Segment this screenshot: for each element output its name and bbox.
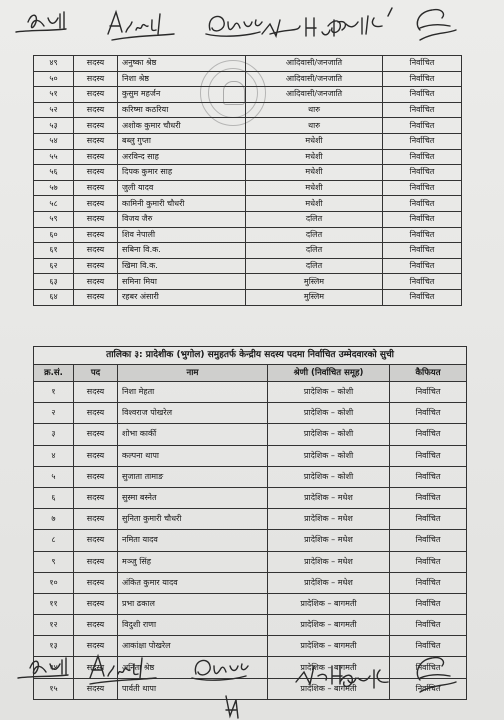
header-name: नाम	[118, 365, 268, 382]
cell-serial: ४	[34, 445, 74, 466]
table-row	[34, 71, 462, 87]
table1-body	[34, 56, 462, 306]
cell-post: सदस्य	[74, 87, 118, 103]
cell-post: सदस्य	[74, 258, 118, 274]
cell-remark: निर्वाचित	[390, 678, 467, 699]
cell-serial: ५२	[34, 102, 74, 118]
cell-category: प्रादेशिक – कोशी	[268, 382, 390, 403]
table-row	[34, 593, 467, 614]
table-row	[34, 211, 462, 227]
cell-remark: निर्वाचित	[383, 196, 462, 212]
cell-category: आदिवासी/जनजाति	[246, 56, 383, 72]
table-row	[34, 274, 462, 290]
cell-serial: ९	[34, 551, 74, 572]
table-row	[34, 551, 467, 572]
cell-remark: निर्वाचित	[383, 71, 462, 87]
cell-name: शोभा कार्की	[118, 424, 268, 445]
cell-category: आदिवासी/जनजाति	[246, 87, 383, 103]
cell-name: कल्पना थापा	[118, 445, 268, 466]
cell-serial: ६४	[34, 289, 74, 305]
table-row	[34, 165, 462, 181]
cell-post: सदस्य	[74, 274, 118, 290]
cell-remark: निर्वाचित	[390, 551, 467, 572]
cell-serial: ६०	[34, 227, 74, 243]
cell-name: अशोक कुमार चौधरी	[118, 118, 246, 134]
table-row	[34, 487, 467, 508]
cell-name: निशा श्रेष्ठ	[118, 71, 246, 87]
cell-name: विश्वराज पोखरेल	[118, 403, 268, 424]
table-row	[34, 196, 462, 212]
cell-category: दलित	[246, 227, 383, 243]
cell-remark: निर्वाचित	[383, 180, 462, 196]
cell-serial: ५०	[34, 71, 74, 87]
table-row	[34, 118, 462, 134]
cell-post: सदस्य	[74, 466, 118, 487]
cell-category: प्रादेशिक – बागमती	[268, 657, 390, 678]
cell-name: मञ्जु सिंह	[118, 551, 268, 572]
cell-serial: १	[34, 382, 74, 403]
cell-post: सदस्य	[74, 102, 118, 118]
cell-name: नमिता यादव	[118, 530, 268, 551]
cell-post: सदस्य	[74, 243, 118, 259]
cell-remark: निर्वाचित	[390, 382, 467, 403]
cell-category: मधेशी	[246, 196, 383, 212]
cell-remark: निर्वाचित	[390, 593, 467, 614]
table-row	[34, 180, 462, 196]
cell-category: प्रादेशिक – बागमती	[268, 615, 390, 636]
cell-category: दलित	[246, 211, 383, 227]
header-category: श्रेणी (निर्वाचित समूह)	[268, 365, 390, 382]
cell-post: सदस्य	[74, 289, 118, 305]
cell-post: सदस्य	[74, 572, 118, 593]
cell-category: मधेशी	[246, 165, 383, 181]
cell-post: सदस्य	[74, 211, 118, 227]
header-serial: क्र.सं.	[34, 365, 74, 382]
cell-post: सदस्य	[74, 133, 118, 149]
cell-category: दलित	[246, 258, 383, 274]
cell-remark: निर्वाचित	[383, 211, 462, 227]
cell-category: आदिवासी/जनजाति	[246, 71, 383, 87]
cell-category: मधेशी	[246, 149, 383, 165]
cell-name: कुसुम महर्जन	[118, 87, 246, 103]
signature-row-top	[0, 0, 504, 52]
cell-serial: २	[34, 403, 74, 424]
cell-post: सदस्य	[74, 678, 118, 699]
cell-serial: ५४	[34, 133, 74, 149]
cell-remark: निर्वाचित	[390, 530, 467, 551]
cell-category: दलित	[246, 243, 383, 259]
cell-serial: ५	[34, 466, 74, 487]
cell-remark: निर्वाचित	[383, 289, 462, 305]
cell-category: प्रादेशिक – मधेश	[268, 487, 390, 508]
cell-name: विदुशी राणा	[118, 615, 268, 636]
cell-name: जुली यादव	[118, 180, 246, 196]
cell-post: सदस्य	[74, 424, 118, 445]
cell-post: सदस्य	[74, 657, 118, 678]
cell-category: थारु	[246, 118, 383, 134]
cell-category: मधेशी	[246, 180, 383, 196]
cell-name: सुनिता कुमारी चौधरी	[118, 509, 268, 530]
cell-name: प्रभा ढकाल	[118, 593, 268, 614]
cell-remark: निर्वाचित	[390, 572, 467, 593]
cell-serial: ५९	[34, 211, 74, 227]
cell-remark: निर्वाचित	[390, 424, 467, 445]
cell-post: सदस्य	[74, 180, 118, 196]
signatures-top	[0, 0, 504, 52]
table-row	[34, 149, 462, 165]
cell-category: प्रादेशिक – बागमती	[268, 636, 390, 657]
cell-serial: ७	[34, 509, 74, 530]
table-row	[34, 258, 462, 274]
table-row	[34, 227, 462, 243]
cell-post: सदस्य	[74, 636, 118, 657]
header-post: पद	[74, 365, 118, 382]
cell-name: शिव नेपाली	[118, 227, 246, 243]
cell-category: प्रादेशिक – कोशी	[268, 466, 390, 487]
cell-post: सदस्य	[74, 403, 118, 424]
cell-post: सदस्य	[74, 487, 118, 508]
cell-remark: निर्वाचित	[390, 445, 467, 466]
table-header-row	[34, 365, 467, 382]
cell-name: बब्लु गुप्ता	[118, 133, 246, 149]
cell-post: सदस्य	[74, 530, 118, 551]
cell-category: मधेशी	[246, 133, 383, 149]
cell-serial: १५	[34, 678, 74, 699]
cell-name: रहबर अंसारी	[118, 289, 246, 305]
cell-remark: निर्वाचित	[383, 87, 462, 103]
table-row	[34, 509, 467, 530]
cell-serial: ५५	[34, 149, 74, 165]
cell-serial: ६२	[34, 258, 74, 274]
cell-remark: निर्वाचित	[383, 118, 462, 134]
cell-category: प्रादेशिक – मधेश	[268, 509, 390, 530]
cell-post: सदस्य	[74, 382, 118, 403]
cell-serial: ३	[34, 424, 74, 445]
cell-remark: निर्वाचित	[383, 274, 462, 290]
cell-post: सदस्य	[74, 165, 118, 181]
table-row	[34, 133, 462, 149]
cell-name: कामिनी कुमारी चौधरी	[118, 196, 246, 212]
cell-serial: १२	[34, 615, 74, 636]
cell-serial: ६	[34, 487, 74, 508]
table-row	[34, 87, 462, 103]
cell-post: सदस्य	[74, 615, 118, 636]
cell-category: प्रादेशिक – मधेश	[268, 530, 390, 551]
cell-name: समिना मिया	[118, 274, 246, 290]
cell-post: सदस्य	[74, 445, 118, 466]
cell-serial: १४	[34, 657, 74, 678]
cell-name: आकांक्षा पोखरेल	[118, 636, 268, 657]
cell-name: विजय जैरु	[118, 211, 246, 227]
cell-post: सदस्य	[74, 593, 118, 614]
cell-remark: निर्वाचित	[383, 227, 462, 243]
table-row	[34, 56, 462, 72]
signature-row-bottom	[0, 642, 504, 720]
cell-serial: ८	[34, 530, 74, 551]
table-row	[34, 243, 462, 259]
cell-serial: ४९	[34, 56, 74, 72]
cell-serial: ५३	[34, 118, 74, 134]
table-row	[34, 445, 467, 466]
cell-name: अनिता श्रेष्ठ	[118, 657, 268, 678]
signatures-bottom	[0, 642, 504, 720]
table-row	[34, 289, 462, 305]
cell-name: सुजाता तामाङ	[118, 466, 268, 487]
cell-category: प्रादेशिक – बागमती	[268, 593, 390, 614]
cell-category: प्रादेशिक – कोशी	[268, 403, 390, 424]
cell-post: सदस्य	[74, 118, 118, 134]
table-row	[34, 572, 467, 593]
cell-name: पार्वती थापा	[118, 678, 268, 699]
cell-name: खिमा वि.क.	[118, 258, 246, 274]
cell-category: प्रादेशिक – कोशी	[268, 424, 390, 445]
cell-post: सदस्य	[74, 227, 118, 243]
cell-remark: निर्वाचित	[390, 657, 467, 678]
cell-serial: १०	[34, 572, 74, 593]
table-row	[34, 102, 462, 118]
cell-remark: निर्वाचित	[383, 258, 462, 274]
cell-remark: निर्वाचित	[383, 165, 462, 181]
cell-category: मुस्लिम	[246, 274, 383, 290]
cell-category: प्रादेशिक – मधेश	[268, 572, 390, 593]
cell-remark: निर्वाचित	[390, 615, 467, 636]
cell-name: अरविन्द साह	[118, 149, 246, 165]
cell-remark: निर्वाचित	[383, 149, 462, 165]
cell-serial: ६३	[34, 274, 74, 290]
table-row	[34, 615, 467, 636]
cell-name: सुस्मा बस्नेत	[118, 487, 268, 508]
cell-serial: १३	[34, 636, 74, 657]
cell-post: सदस्य	[74, 196, 118, 212]
cell-remark: निर्वाचित	[383, 133, 462, 149]
member-list-table-continued	[33, 55, 462, 306]
cell-post: सदस्य	[74, 551, 118, 572]
cell-remark: निर्वाचित	[390, 403, 467, 424]
cell-post: सदस्य	[74, 509, 118, 530]
cell-remark: निर्वाचित	[390, 636, 467, 657]
cell-serial: ११	[34, 593, 74, 614]
cell-remark: निर्वाचित	[390, 466, 467, 487]
cell-category: प्रादेशिक – मधेश	[268, 551, 390, 572]
table-row	[34, 382, 467, 403]
cell-remark: निर्वाचित	[390, 487, 467, 508]
cell-name: सबिना वि.क.	[118, 243, 246, 259]
cell-serial: ५१	[34, 87, 74, 103]
header-remark: कैफियत	[390, 365, 467, 382]
cell-name: निशा मेहता	[118, 382, 268, 403]
cell-name: करिष्मा कठरिया	[118, 102, 246, 118]
cell-remark: निर्वाचित	[383, 56, 462, 72]
cell-remark: निर्वाचित	[390, 509, 467, 530]
cell-serial: ५६	[34, 165, 74, 181]
cell-serial: ५८	[34, 196, 74, 212]
cell-category: थारु	[246, 102, 383, 118]
cell-remark: निर्वाचित	[383, 243, 462, 259]
table-row	[34, 530, 467, 551]
table-caption: तालिका ३: प्रादेशीक (भुगोल) समुहतर्फ केन्द्रीय सदस्य पदमा निर्वाचित उम्मेदवारको सुची	[34, 347, 467, 365]
cell-remark: निर्वाचित	[383, 102, 462, 118]
cell-category: प्रादेशिक – कोशी	[268, 445, 390, 466]
cell-post: सदस्य	[74, 71, 118, 87]
cell-serial: ६१	[34, 243, 74, 259]
table-row	[34, 466, 467, 487]
cell-post: सदस्य	[74, 149, 118, 165]
cell-category: प्रादेशिक – बागमती	[268, 678, 390, 699]
cell-name: अंकित कुमार यादव	[118, 572, 268, 593]
table-row	[34, 424, 467, 445]
table-row	[34, 403, 467, 424]
cell-category: मुस्लिम	[246, 289, 383, 305]
cell-name: अनुष्का श्रेष्ठ	[118, 56, 246, 72]
cell-name: दिपक कुमार साह	[118, 165, 246, 181]
cell-post: सदस्य	[74, 56, 118, 72]
cell-serial: ५७	[34, 180, 74, 196]
